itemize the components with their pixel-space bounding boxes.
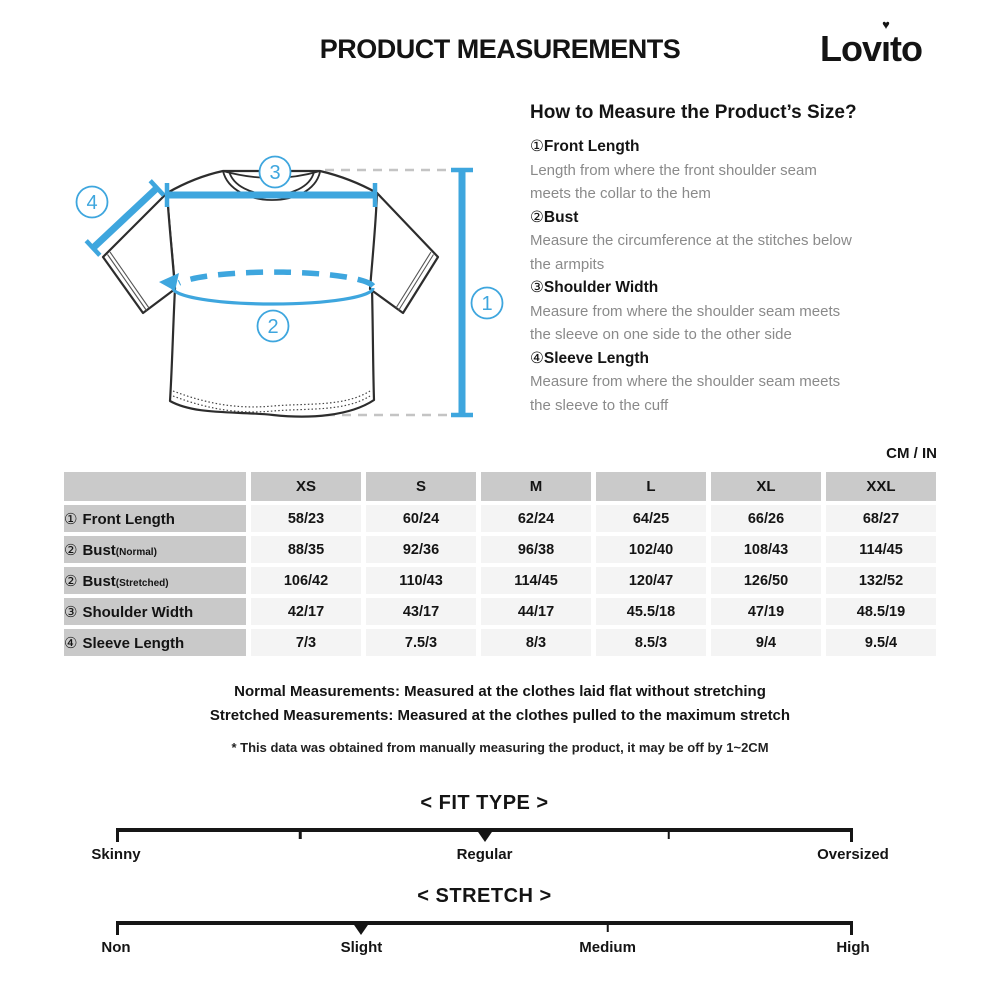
how-to-item-title [530,206,920,230]
measurement-value: 108/43 [711,536,821,563]
how-to-list [530,135,920,417]
how-to-item-title [530,347,920,371]
measurement-value: 110/43 [366,567,476,594]
stretch-line [116,921,853,925]
how-to-item [530,206,920,277]
measurement-value: 120/47 [596,567,706,594]
badge-shoulder-width [260,157,291,188]
measurement-value: 60/24 [366,505,476,532]
measurement-name: Shoulder Width [82,603,194,621]
size-table [59,468,941,660]
circled-number: ③ [530,279,544,296]
page-title: PRODUCT MEASUREMENTS [319,34,681,64]
svg-text:3: 3 [269,162,281,184]
circled-number: ② [530,208,544,226]
size-column-header: XXL [826,472,936,501]
measurement-value: 66/26 [711,505,821,532]
how-to-item-description: Measure from where the shoulder seam meets [530,373,841,390]
measurement-notes [0,680,1000,728]
size-column-header: M [481,472,591,501]
fit-type-line [116,828,853,832]
how-to-section [530,102,920,417]
circled-number: ① [530,138,544,155]
size-column-header: XS [251,472,361,501]
brand-logo-post: to [890,28,922,69]
measurement-value: 9/4 [711,629,821,656]
size-table-corner-cell [64,472,246,501]
measurement-value: 102/40 [596,536,706,563]
measurement-row-label [64,536,246,563]
brand-logo-pre: Lov [819,28,881,69]
how-to-item [530,347,920,418]
measurement-value: 64/25 [596,505,706,532]
how-to-item-description: Length from where the front shoulder seam [530,161,817,179]
disclaimer-note: * This data was obtained from manually measuring the product, it may be off by 1~2CM [231,740,769,755]
circled-number: ② [64,541,78,559]
how-to-item-description: the armpits [530,255,605,273]
size-column-header: L [596,472,706,501]
circled-number: ④ [64,634,78,652]
fit-type-scale [91,792,889,866]
how-to-item [530,135,920,206]
scale-label: Oversized [817,845,889,863]
measurement-value: 92/36 [366,536,476,563]
how-to-item-label: Bust [543,208,579,226]
circled-number: ① [64,510,78,528]
measurement-value: 43/17 [366,598,476,625]
fit-type-title: < FIT TYPE > [420,792,549,814]
stretch-title: < STRETCH > [417,885,552,907]
size-table-row [64,536,936,563]
measurement-sub-label: (Stretched) [115,577,169,589]
tshirt-figure [60,130,520,450]
measurement-value: 44/17 [481,598,591,625]
measurement-value: 9.5/4 [826,629,936,656]
scale-end-cap [116,921,119,935]
tshirt-body-outline [167,171,377,417]
size-table-header-row [64,472,936,501]
marker-triangle-icon [352,922,370,935]
scale-label: Medium [579,938,636,956]
fit-type-labels [91,845,889,866]
size-table-row [64,505,936,532]
how-to-item-label: Front Length [543,138,640,155]
badge-front-length [472,288,503,319]
how-to-item-description: meets the collar to the hem [530,185,711,202]
how-to-item-description: the sleeve on one side to the other side [530,326,792,343]
stretch-labels [101,938,870,959]
measurement-row-label [64,598,246,625]
tshirt-left-sleeve [103,193,175,313]
scale-end-cap [850,921,853,935]
measurement-value: 126/50 [711,567,821,594]
measurement-row-label [64,629,246,656]
how-to-item-description: Measure the circumference at the stitches below [530,232,852,249]
scale-tick [299,830,302,839]
scale-label: High [836,938,870,956]
measurement-name: Bust [82,541,116,559]
stretch-scale [101,885,870,959]
badge-sleeve-length [77,187,108,218]
measurement-name: Front Length [82,510,175,528]
measurement-value: 47/19 [711,598,821,625]
measurement-value: 106/42 [251,567,361,594]
size-table-row [64,567,936,594]
tshirt-measurement-diagram [60,130,520,450]
measurement-row-label [64,567,246,594]
brand-logo [819,17,922,70]
measurement-value: 96/38 [481,536,591,563]
measurement-value: 42/17 [251,598,361,625]
measurement-value: 114/45 [826,536,936,563]
measurement-value: 132/52 [826,567,936,594]
measurement-value: 68/27 [826,505,936,532]
scale-tick [668,830,671,839]
circled-number: ② [64,572,78,590]
how-to-item-title [530,135,920,159]
brand-logo-i: ♥ ı [881,17,891,69]
size-table-row [64,629,936,656]
note-stretched: Stretched Measurements: Measured at the clothes pulled to the maximum stretch [209,707,791,724]
scale-tick [606,923,609,932]
size-table-row [64,598,936,625]
how-to-item-title [530,276,920,300]
size-column-header: XL [711,472,821,501]
scale-label: Non [101,938,131,956]
scale-label: Regular [456,845,513,863]
scale-end-cap [850,828,853,842]
measurement-sub-label: (Normal) [115,546,157,558]
circled-number: ④ [530,349,544,367]
measurement-value: 48.5/19 [826,598,936,625]
measurement-value: 88/35 [251,536,361,563]
how-to-item [530,276,920,347]
circled-number: ③ [64,603,78,621]
measurement-value: 58/23 [251,505,361,532]
svg-text:2: 2 [267,316,279,338]
how-to-heading: How to Measure the Product’s Size? [530,102,857,123]
measurement-value: 7.5/3 [366,629,476,656]
how-to-item-label: Sleeve Length [543,349,649,367]
how-to-item-label: Shoulder Width [543,279,659,296]
measurement-name: Sleeve Length [82,634,185,652]
measurement-value: 7/3 [251,629,361,656]
how-to-item-description: the sleeve to the cuff [530,396,669,414]
svg-text:4: 4 [86,192,98,214]
svg-text:1: 1 [481,293,493,315]
heart-icon: ♥ [882,17,889,32]
marker-triangle-icon [476,829,494,842]
measurement-value: 8/3 [481,629,591,656]
size-column-header: S [366,472,476,501]
measurement-row-label [64,505,246,532]
measurement-value: 8.5/3 [596,629,706,656]
measurement-name: Bust [82,572,116,590]
measurement-value: 45.5/18 [596,598,706,625]
scale-label: Slight [340,938,383,956]
unit-label: CM / IN [886,445,937,462]
note-normal: Normal Measurements: Measured at the clothes laid flat without stretching [234,683,766,700]
scale-end-cap [116,828,119,842]
scale-label: Skinny [91,845,141,863]
measurement-value: 114/45 [481,567,591,594]
how-to-item-description: Measure from where the shoulder seam meets [530,302,841,320]
measurement-value: 62/24 [481,505,591,532]
badge-bust [258,311,289,342]
